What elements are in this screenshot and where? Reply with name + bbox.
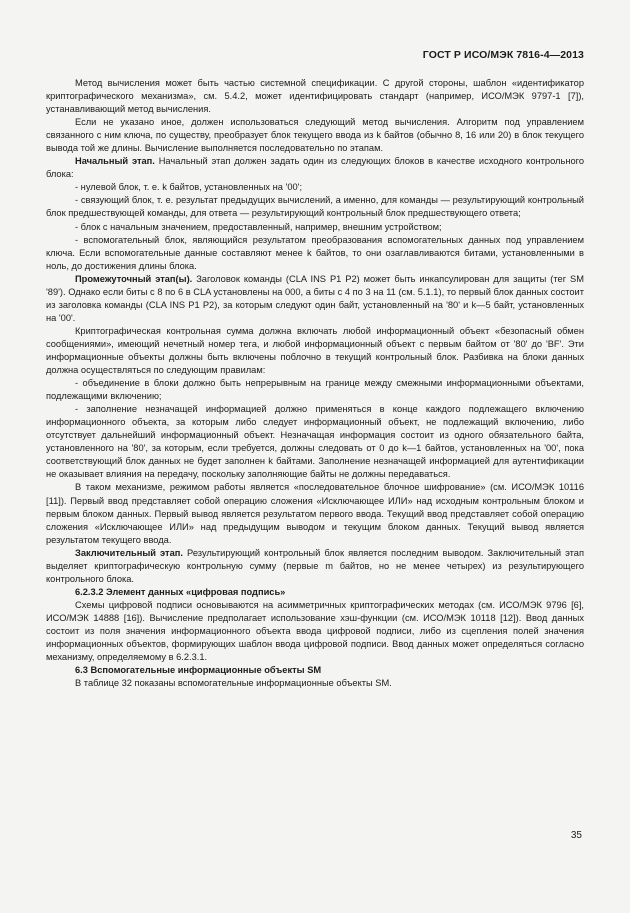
list-item: - заполнение незначащей информацией должно применяться в конце каждого подлежащего включению информационного объекта, за которым либо следует информационный объект, не подлежащий включению, либо отсутствует дальнейший информационный объект. Незначащая информация состоит из одного обязательного байта, установленного на '80', за которым, если требуется, должны следовать от 0 до k—1 байтов, установленных на '00', пока соответствующий блок данных не будет заполнен k байтами. Заполнение незначащей информацией для аутентификации не оказывает влияния на передачу, поскольку заполняющие байты не должны передаваться. [46,404,584,480]
document-body [46,77,584,690]
list-item: - нулевой блок, т. е. k байтов, установленных на '00'; [75,182,303,193]
paragraph-initial-stage [46,155,584,181]
list-item: - блок с начальным значением, предоставленный, например, внешним устройством; [75,221,442,232]
paragraph-text: Результирующий контрольный блок является последним выводом. Заключительный этап выделяет криптографическую контрольную сумму (первые m байтов, но не менее четырех) из результирующего контрольного блока. [46,547,584,584]
paragraph: В таблице 32 показаны вспомогательные информационные объекты SM. [75,678,392,689]
section-heading: 6.2.3.2 Элемент данных «цифровая подпись» [75,586,286,597]
paragraph: В таком механизме, режимом работы является «последовательное блочное шифрование» (см. ИСО/МЭК 10116 [11]). Первый ввод представляет собой операцию сложения «Исключающее ИЛИ» над исходным контрольным блоком и первым блоком данных. Первый вывод является результатом первого ввода. Текущий ввод представляет собой операцию сложения «Исключающее ИЛИ» над предыдущим выводом и текущим блоком данных. Текущий вывод является результатом текущего ввода. [46,482,584,545]
standard-header: ГОСТ Р ИСО/МЭК 7816-4—2013 [422,49,584,61]
list-item: - объединение в блоки должно быть непрерывным на границе между смежными информационными объектами, подлежащими включению; [46,378,584,402]
page-number: 35 [570,830,582,841]
run-in-heading: Промежуточный этап(ы). [75,273,193,284]
paragraph: Если не указано иное, должен использоваться следующий метод вычисления. Алгоритм под управлением связанного с ним ключа, по существу, преобразует блок текущего ввода из k байтов (обычно 8, 16 или 20) в блок текущего вывода той же длины. Вычисление выполняется последовательно по этапам. [46,117,584,154]
run-in-heading: Заключительный этап. [75,547,183,558]
list-item: - связующий блок, т. е. результат предыдущих вычислений, а именно, для команды — результирующий контрольный блок предшествующей команды, для ответа — результирующий контрольный блок предшествующего ответа; [46,195,584,219]
paragraph-final-stage [46,547,584,586]
paragraph-text: Начальный этап должен задать один из следующих блоков в качестве исходного контрольного блока: [46,156,584,180]
paragraph: Криптографическая контрольная сумма должна включать любой информационный объект «безопасный обмен сообщениями», имеющий нечетный номер тега, и любой информационный объект с первым байтом от '80' до 'BF'. Эти информационные объекты должны быть включены поблочно в текущий контрольный блок. Разбивка на блоки данных должна осуществляться по следующим правилам: [46,325,584,376]
paragraph-intermediate-stage [46,273,584,325]
run-in-heading: Начальный этап. [75,156,155,167]
paragraph-text: Заголовок команды (CLA INS P1 P2) может быть инкапсулирован для защиты (тег SM '89'). Однако если биты с 8 по 6 в CLA установлены на 000, а биты с 4 по 3 на 11 (см. 5.1.1), то первый блок данных состоит из заголовка команды (CLA INS P1 P2), за которым следуют один байт, установленный на '80' и k—5 байт, установленных на '00'. [46,273,584,323]
section-heading: 6.3 Вспомогательные информационные объекты SM [75,665,322,676]
list-item: - вспомогательный блок, являющийся результатом преобразования вспомогательных данных под управлением ключа. Если вспомогательные данные составляют менее k байтов, то они озаглавливаются битами, установленными в ноль, до достижения длины блока. [46,234,584,271]
paragraph: Схемы цифровой подписи основываются на асимметричных криптографических методах (см. ИСО/МЭК 9796 [6], ИСО/МЭК 14888 [16]). Вычисление предполагает использование хэш-функции (см. ИСО/МЭК 10118 [12]). Ввод данных состоит из поля значения информационного объекта ввода цифровой подписи, либо из сцепления полей значения информационных объектов, формирующих шаблон ввода цифровой подписи. Ввод данных может определяться согласно механизму, определяемому в 6.2.3.1. [46,599,584,663]
paragraph: Метод вычисления может быть частью системной спецификации. С другой стороны, шаблон «идентификатор криптографического механизма», см. 5.4.2, может идентифицировать стандарт (например, ИСО/МЭК 9797-1 [7]), устанавливающий метод вычисления. [46,78,584,115]
